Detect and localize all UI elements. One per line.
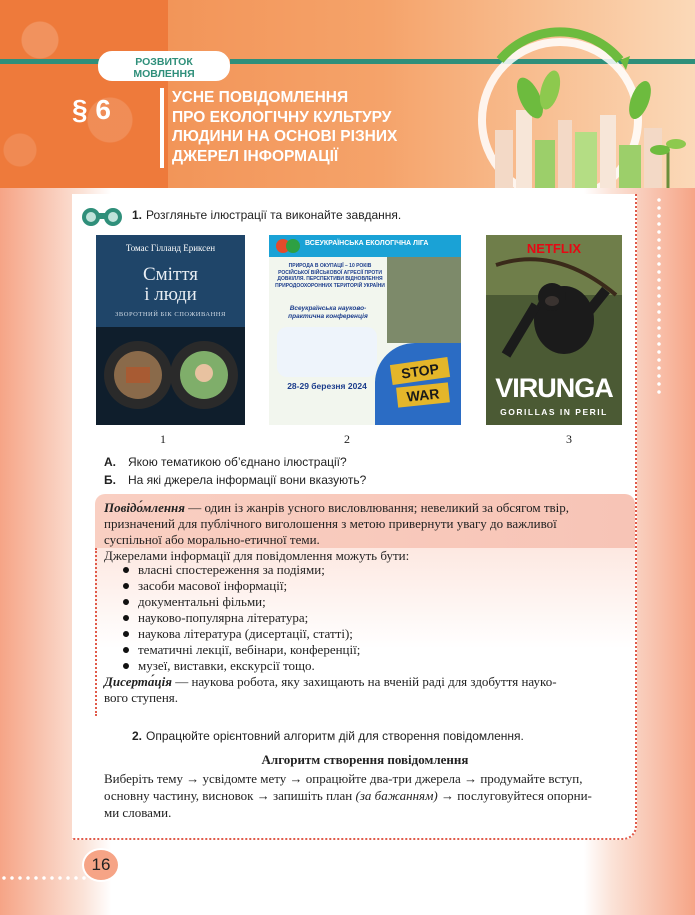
definition-line: призначений для публічного виголошення з метою привернути увагу до важливої [104,516,557,531]
list-item: науково-популярна література; [120,610,360,626]
section-divider [160,88,164,168]
category-line2: МОВЛЕННЯ [133,68,195,80]
film-poster [486,235,622,425]
caption-2: 2 [344,432,350,446]
list-item: документальні фільми; [120,594,360,610]
header-banner [0,0,695,188]
category-line1: РОЗВИТОК [135,56,193,68]
algorithm-text [104,770,636,821]
title-line: ЛЮДИНИ НА ОСНОВІ РІЗНИХ [172,128,398,145]
task-text: Опрацюйте орієнтовний алгоритм дій для створення повідомлення. [146,729,524,743]
list-item: наукова література (дисертації, статті); [120,626,360,642]
question-b [104,473,366,487]
caption-1: 1 [160,432,166,446]
poster-stop-sign: STOP [390,357,450,385]
task-number: 1. [132,208,143,222]
film-subtitle: GORILLAS IN PERIL [500,407,608,417]
section-number: § 6 [72,94,111,125]
definition-line: — наукова робота, яку захищають на вченій раді для здобуття науко- [171,674,557,689]
definition-line: — один із жанрів усного висловлювання; невеликий за обсягом твір, [184,500,569,515]
page-number: 16 [82,848,120,882]
task-2 [132,729,524,743]
dots-decoration [0,876,320,880]
question-text: Якою тематикою об’єднано ілюстрації? [128,455,347,469]
title-line: ДЖЕРЕЛ ІНФОРМАЦІЇ [172,147,339,165]
poster-conference: Всеукраїнська науково-практична конференція [288,305,368,320]
algorithm-line: → послуговуйтеся опорни- [437,788,592,803]
caption-3: 3 [566,432,572,446]
film-title: VIRUNGA [495,373,613,403]
task-number: 2. [132,729,143,743]
film-brand: NETFLIX [526,241,582,256]
task-1 [132,208,401,222]
binoculars-photo-icon [96,327,245,425]
list-item: музеї, виставки, екскурсії тощо. [120,658,360,674]
binoculars-icon [80,205,124,227]
poster-war-sign: WAR [396,382,450,407]
book-cover [96,235,245,425]
book-title-line: і люди [144,284,197,305]
category-label [98,51,230,81]
book-subtitle: ЗВОРОТНИЙ БІК СПОЖИВАННЯ [115,311,226,318]
title-line: УСНЕ ПОВІДОМЛЕННЯ [172,89,349,106]
poster-dates: 28-29 березня 2024 [287,381,367,391]
header-rule-left [0,59,100,64]
definition-dissertation [104,674,634,706]
list-item: власні спостереження за подіями; [120,562,360,578]
algorithm-line: ми словами. [104,805,172,820]
question-letter: А. [104,455,116,469]
definition-line: суспільної або морально-етичної теми. [104,532,320,547]
dots-decoration [657,196,661,396]
poster-photo-protest [375,343,461,425]
list-item: засоби масової інформації; [120,578,360,594]
list-item: тематичні лекції, вебінари, конференції; [120,642,360,658]
poster-main-text: ПРИРОДА В ОКУПАЦІЇ – 10 РОКІВ РОСІЙСЬКОЇ ВІЙСЬКОВОЇ АГРЕСІЇ ПРОТИ ДОВКІЛЛЯ. ПЕРСПЕКТИВИ ВІДНОВЛЕННЯ ПРИРОДООХОРОННИХ ТЕРИТОРІЙ УКРАЇНИ [275,263,385,289]
term-message: Повідо́млення [104,500,185,515]
book-author: Томас Гілланд Ериксен [125,243,216,253]
sources-list [120,562,360,674]
league-logo-icon [275,238,301,254]
poster-topics-block [277,327,377,377]
term-dissertation: Дисерта́ція [104,674,172,689]
poster-photo-forest [387,257,461,343]
title-line: ПРО ЕКОЛОГІЧНУ КУЛЬТУРУ [172,108,392,126]
algorithm-line: основну частину, висновок → запишіть план [104,788,353,803]
eco-city-illustration-icon [410,20,695,188]
poster-league: ВСЕУКРАЇНСЬКА ЕКОЛОГІЧНА ЛІГА [305,240,429,247]
sources-intro: Джерелами інформації для повідомлення можуть бути: [104,548,410,563]
question-a [104,455,347,469]
task-text: Розгляньте ілюстрації та виконайте завдання. [146,208,402,222]
conference-poster [269,235,461,425]
algorithm-title: Алгоритм створення повідомлення [261,752,469,767]
algorithm-line: Виберіть тему → усвідомте мету → опрацюйте два-три джерела → продумайте вступ, [104,771,583,786]
book-title-line: Сміття [142,264,199,285]
definition-message [104,500,634,564]
definition-line: вого ступеня. [104,690,179,705]
algorithm-optional: (за бажанням) [355,788,438,803]
book-title [96,265,245,305]
question-text: На які джерела інформації вони вказують? [128,473,367,487]
question-letter: Б. [104,473,116,487]
